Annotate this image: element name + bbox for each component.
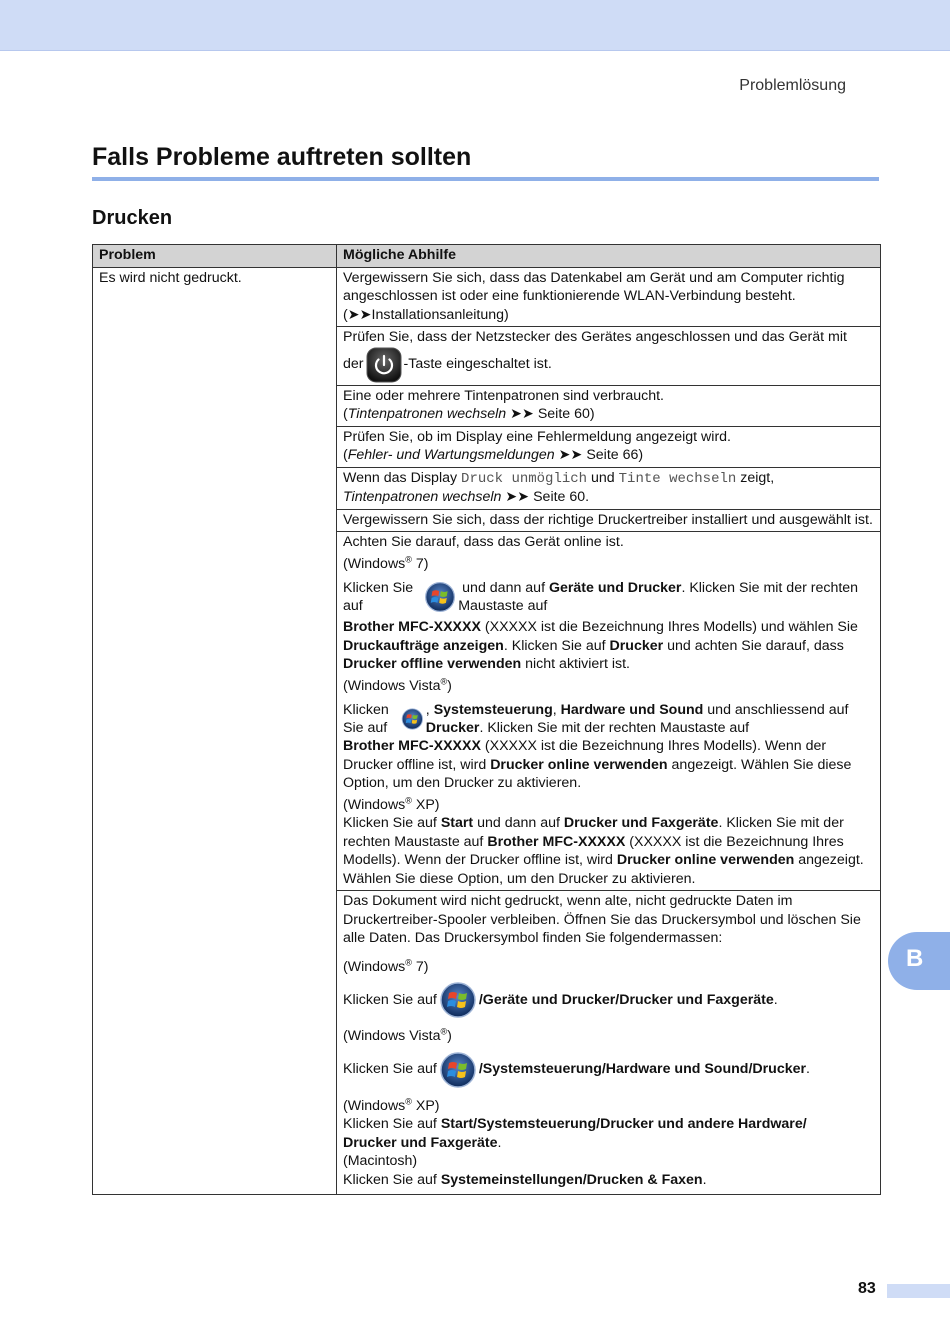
remedy-text: Vergewissern Sie sich, dass das Datenkabel am Gerät und am Computer richtig angeschlossen ist oder eine funktionierende WLAN-Verbindung besteht. [343,269,845,304]
remedy-text: Das Dokument wird nicht gedruckt, wenn alte, nicht gedruckte Daten im Druckertreiber-Spooler verbleiben. Öffnen Sie das Druckersymbol und löschen Sie alle Daten. Das Druckersymbol finden Sie folgendermassen: [343,893,861,946]
os-label: (Windows® XP) [343,1095,440,1114]
section-label: Problemlösung [739,77,846,94]
chapter-tab-letter: B [906,945,924,972]
remedy-text: Prüfen Sie, dass der Netzstecker des Gerätes angeschlossen und das Gerät mit [343,329,847,345]
remedy-text: -Taste eingeschaltet ist. [403,356,552,373]
display-message: Tinte wechseln [618,470,737,487]
table-header-row [93,245,881,268]
remedy-text: Prüfen Sie, ob im Display eine Fehlermeldung angezeigt wird. [343,428,731,445]
paren-open: ( [343,406,348,422]
remedy-text: Klicken Sie auf Start/Systemsteuerung/Drucker und andere Hardware/ Drucker und Faxgeräte. [343,1116,807,1151]
remedy-text: Achten Sie darauf, dass das Gerät online ist. [343,534,624,550]
double-arrow-icon: ➤➤ [510,406,534,422]
windows-start-icon [401,700,424,738]
power-line [343,347,874,383]
remedy-text: Klicken Sie auf [343,1061,437,1078]
cross-reference-link[interactable]: Tintenpatronen wechseln [343,489,502,505]
remedy-text: Klicken Sie auf [343,579,414,614]
double-arrow-icon: ➤➤ [347,306,372,323]
os-label: (Windows Vista®) [343,675,452,694]
windows-start-line: Klicken Sie auf und dann auf Geräte und Drucker. Klicken Sie mit der rechten Maustaste auf [343,579,859,614]
problem-table [92,244,881,1195]
remedy-cell-2 [337,327,881,386]
remedy-text: Klicken Sie auf Start und dann auf Drucker und Faxgeräte. Klicken Sie mit der rechten Maustaste auf Brother MFC-XXXXX (XXXXX ist die Bezeichnung Ihres Modells). Wenn der Drucker offline ist, wird Drucker online verwenden angezeigt. Wählen Sie diese Option, um den Drucker zu aktivieren. [343,815,864,887]
page-reference: Seite 60) [537,406,595,422]
remedy-cell-1 [337,267,881,327]
remedy-text: Brother MFC-XXXXX (XXXXX ist die Bezeichnung Ihres Modells). Wenn der Drucker offline ist, wird Drucker online verwenden angezeigt. Wählen Sie diese Option, um den Drucker zu aktivieren. [343,738,852,791]
col-header-problem: Problem [93,245,337,268]
page-reference: Seite 60. [533,489,590,505]
remedy-text: der [343,356,364,373]
windows-start-icon [424,578,456,616]
remedy-text: Eine oder mehrere Tintenpatronen sind verbraucht. [343,387,664,404]
cross-reference-link[interactable]: Tintenpatronen wechseln [347,406,507,422]
os-label: (Windows® 7) [343,956,429,975]
windows-start-icon [439,981,477,1019]
remedy-text: Brother MFC-XXXXX (XXXXX ist die Bezeichnung Ihres Modells) und wählen Sie Druckaufträge anzeigen. Klicken Sie auf Drucker und achten Sie darauf, dass Drucker offline verwenden nicht aktiviert ist. [343,619,858,672]
page-title: Falls Probleme auftreten sollten [92,143,472,171]
windows-start-line: Klicken Sie auf /Geräte und Drucker/Drucker und Faxgeräte. [343,981,874,1019]
remedy-cell-7 [337,532,881,891]
remedy-text: und [591,469,615,486]
windows-start-line: Klicken Sie auf /Systemsteuerung/Hardware und Sound/Drucker. [343,1051,874,1089]
remedy-cell-6: Vergewissern Sie sich, dass der richtige Druckertreiber installiert und ausgewählt ist. [337,509,881,532]
page-number: 83 [858,1280,876,1297]
power-button-icon [366,347,402,383]
col-header-remedy: Mögliche Abhilfe [337,245,881,268]
os-label: (Macintosh) [343,1153,418,1169]
header-bar [0,0,950,51]
windows-start-line: Klicken Sie auf , Systemsteuerung, Hardware und Sound und anschliessend auf Drucker. Klicken Sie mit der rechten Maustaste auf [343,701,849,736]
chapter-tab [888,932,950,990]
os-label: (Windows® XP) [343,794,440,813]
paren-open: ( [343,447,348,463]
remedy-cell-5 [337,467,881,509]
remedy-text: Klicken Sie auf [343,701,389,736]
remedy-cell-4 [337,426,881,467]
paren-open: ( [343,306,348,323]
double-arrow-icon: ➤➤ [505,489,530,505]
footer-bar [887,1284,950,1298]
os-label: (Windows Vista®) [343,1026,452,1044]
title-rule [92,177,879,181]
page-reference: Seite 66) [586,447,644,463]
remedy-cell-3 [337,385,881,426]
remedy-text: Wenn das Display [343,469,458,486]
double-arrow-icon: ➤➤ [558,447,583,463]
remedy-cell-8 [337,891,881,1195]
cross-reference-link[interactable]: Fehler- und Wartungsmeldungen [347,447,555,463]
section-title: Drucken [92,207,173,229]
problem-cell: Es wird nicht gedruckt. [93,267,337,1195]
windows-start-icon [439,1051,477,1089]
display-message: Druck unmöglich [461,470,588,487]
remedy-text: Klicken Sie auf [343,991,437,1008]
remedy-text: Klicken Sie auf Systemeinstellungen/Drucken & Faxen. [343,1171,707,1188]
table-row [93,267,881,327]
remedy-text: zeigt, [740,469,775,486]
os-label: (Windows® 7) [343,553,429,572]
remedy-reference: Installationsanleitung) [371,306,509,323]
